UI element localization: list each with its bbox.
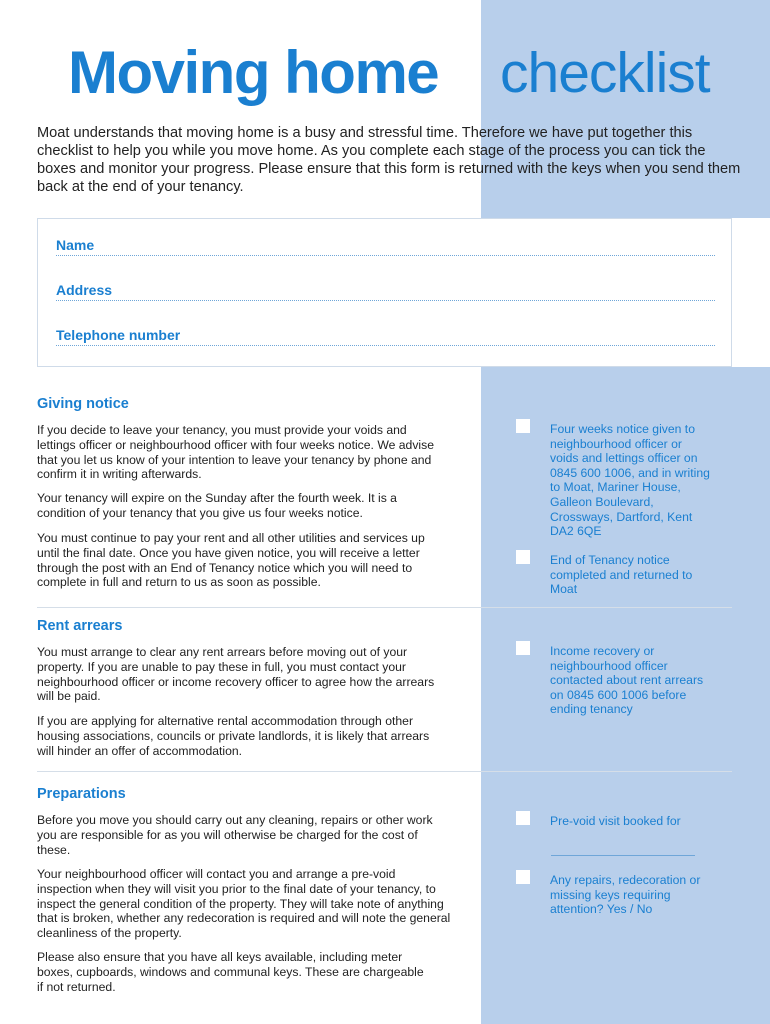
- preparations-para-2: Your neighbourhood officer will contact you and arrange a pre-void inspection when they will visit you prior to the final date of your tenancy, to inspect the general condition of the property. They will take note of anything that is broken, whether any redecoration is required and will note the general cleanliness of the property.: [37, 867, 451, 941]
- preparations-heading: Preparations: [37, 786, 126, 802]
- name-label: Name: [56, 237, 95, 253]
- divider: [37, 771, 732, 772]
- checkbox-rent-arrears[interactable]: [516, 641, 530, 655]
- divider: [37, 607, 732, 608]
- rent-arrears-heading: Rent arrears: [37, 618, 123, 634]
- check-pre-void-visit: Pre-void visit booked for: [550, 814, 681, 828]
- giving-notice-para-3: You must continue to pay your rent and all other utilities and services up until the final date. Once you have given notice, you will receive a letter through the post with an End of Tenancy notice which you will need to complete in full and return to us as soon as possible.: [37, 531, 425, 590]
- checkbox-end-of-tenancy[interactable]: [516, 550, 530, 564]
- preparations-para-1: Before you move you should carry out any cleaning, repairs or other work you are responsible for as you will otherwise be charged for the cost of these.: [37, 813, 433, 857]
- giving-notice-heading: Giving notice: [37, 396, 129, 412]
- telephone-label: Telephone number: [56, 327, 181, 343]
- telephone-field[interactable]: [56, 319, 715, 346]
- rent-arrears-para-2: If you are applying for alternative rental accommodation through other housing associations, councils or private landlords, it is likely that arrears will hinder an offer of accommodation.: [37, 714, 430, 758]
- giving-notice-para-1: If you decide to leave your tenancy, you must provide your voids and lettings officer or neighbourhood officer with four weeks notice. We advise that you let us know of your intention to leave your tenancy by phone and confirm it in writing afterwards.: [37, 423, 434, 482]
- intro-text: Moat understands that moving home is a busy and stressful time. Therefore we have put together this checklist to help you while you move home. As you complete each stage of the process you can tick the boxes and monitor your progress. Please ensure that this form is returned with the keys when you send them back at the end of your tenancy.: [37, 125, 741, 195]
- preparations-para-3: Please also ensure that you have all keys available, including meter boxes, cupboards, windows and communal keys. These are chargeable if not returned.: [37, 950, 424, 994]
- check-four-weeks-notice: Four weeks notice given to neighbourhood officer or voids and lettings officer on 0845 600 1006, and in writing to Moat, Mariner House, Galleon Boulevard, Crossways, Dartford, Kent DA2 6QE: [550, 422, 710, 539]
- checkbox-pre-void-visit[interactable]: [516, 811, 530, 825]
- name-field[interactable]: [56, 229, 715, 256]
- page-title-bold: Moving home: [68, 39, 439, 106]
- rent-arrears-para-1: You must arrange to clear any rent arrears before moving out of your property. If you are unable to pay these in full, you must contact your neighbourhood officer or income recovery officer to agree how the arrears will be paid.: [37, 645, 435, 704]
- page-title-light: checklist: [500, 41, 710, 105]
- check-repairs: Any repairs, redecoration or missing keys requiring attention? Yes / No: [550, 873, 701, 917]
- check-end-of-tenancy: End of Tenancy notice completed and returned to Moat: [550, 553, 693, 597]
- contact-form: [37, 218, 732, 367]
- checkbox-four-weeks-notice[interactable]: [516, 419, 530, 433]
- pre-void-date-line[interactable]: [551, 855, 695, 856]
- address-field[interactable]: [56, 274, 715, 301]
- check-rent-arrears: Income recovery or neighbourhood officer contacted about rent arrears on 0845 600 1006 before ending tenancy: [550, 644, 704, 717]
- address-label: Address: [56, 282, 113, 298]
- checkbox-repairs[interactable]: [516, 870, 530, 884]
- giving-notice-para-2: Your tenancy will expire on the Sunday after the fourth week. It is a condition of your tenancy that you give us four weeks notice.: [37, 491, 397, 520]
